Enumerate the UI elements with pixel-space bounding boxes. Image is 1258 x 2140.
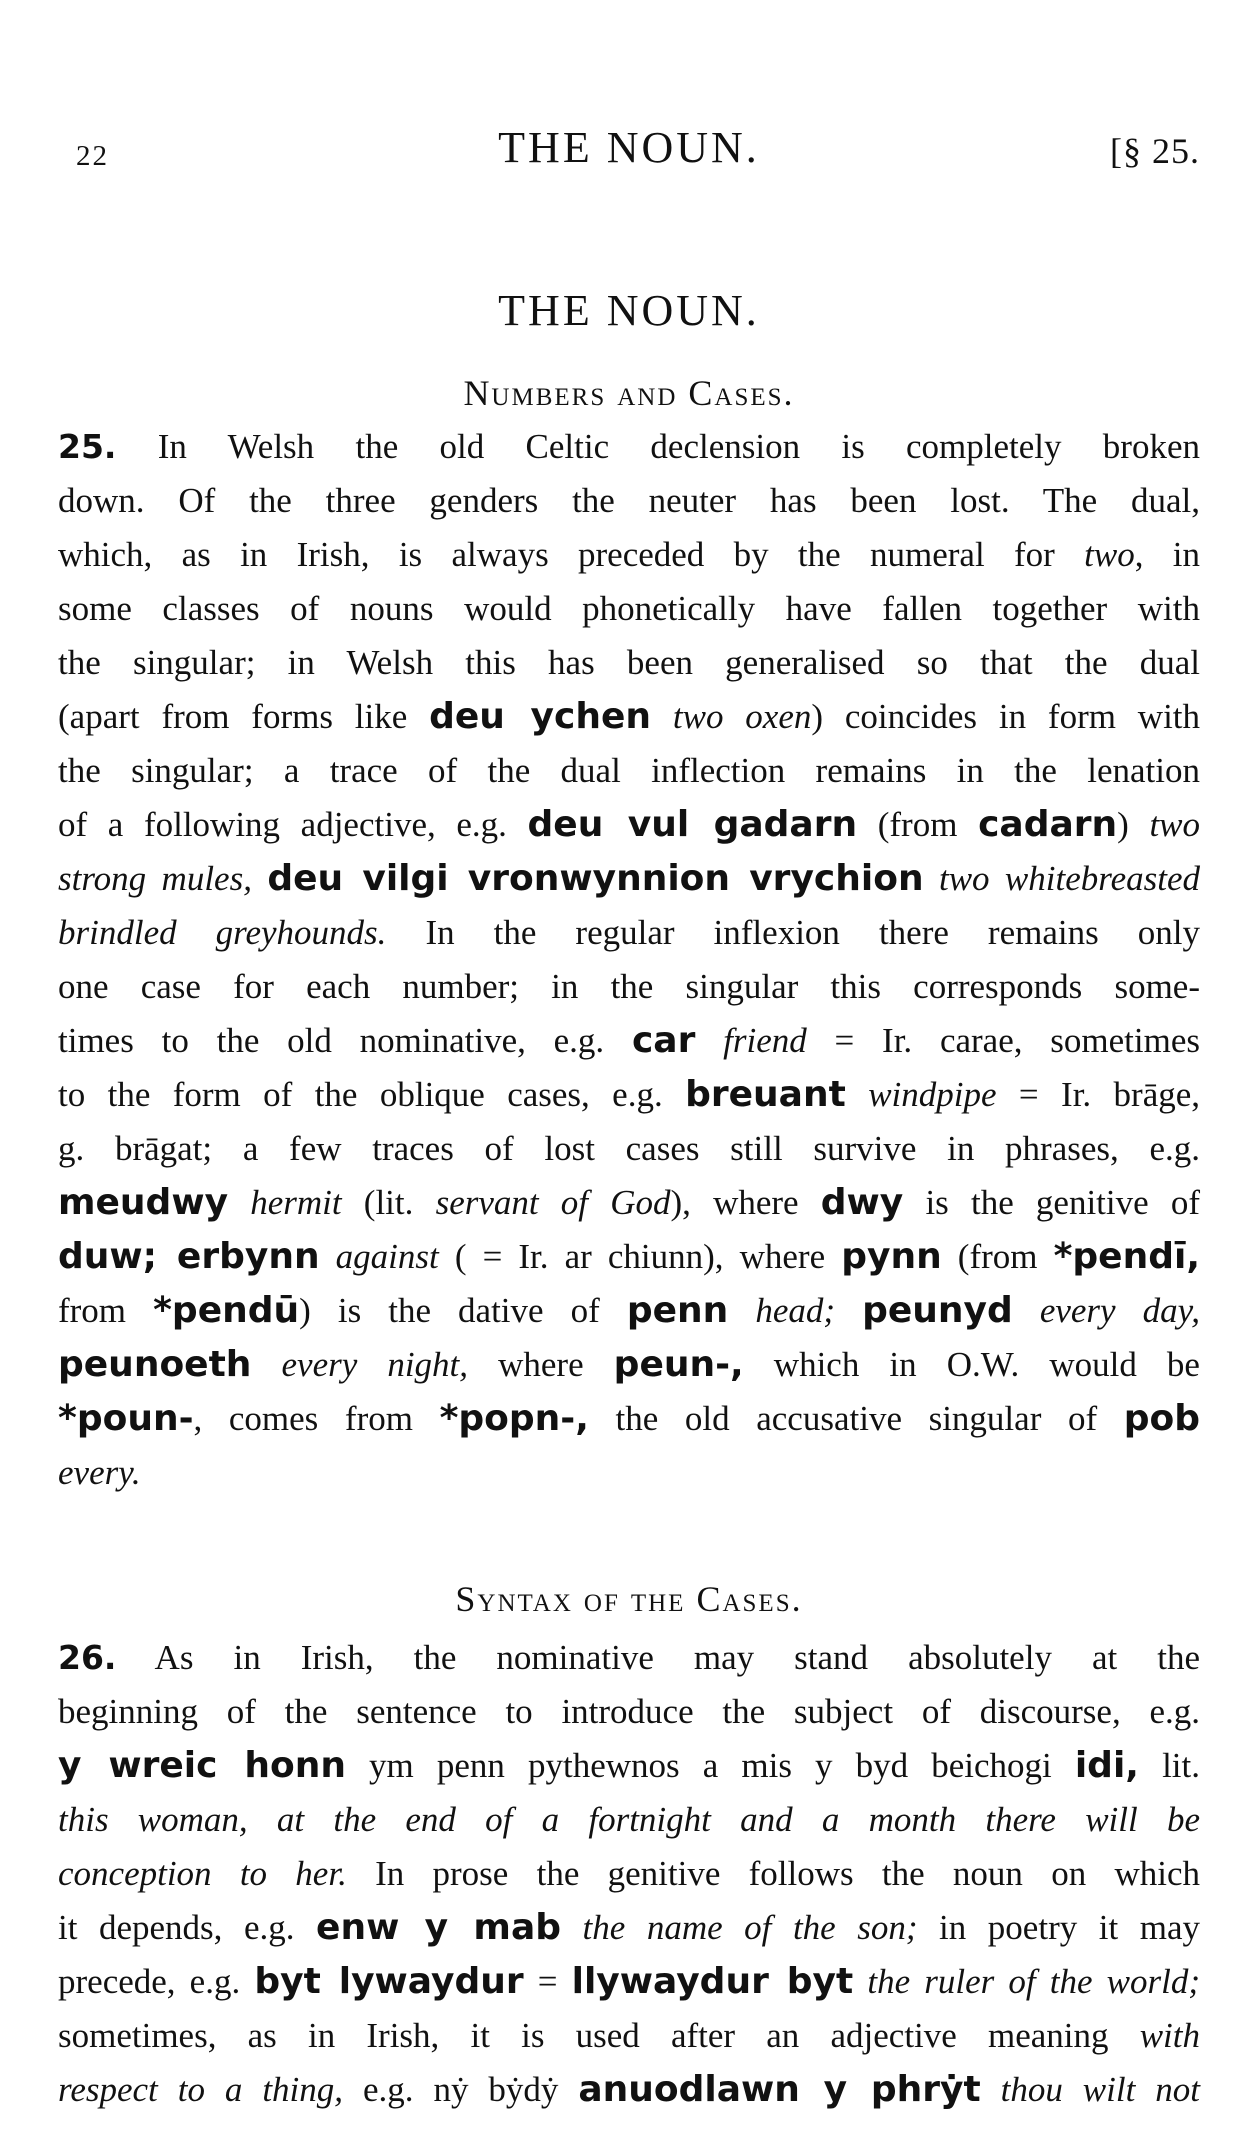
text-line: from *pendū) is the dative of penn head; peunyd every day, [58,1290,1200,1331]
welsh-term: llywaydur byt [571,1961,854,2002]
welsh-term: breuant [685,1074,846,1115]
welsh-term: pynn [841,1236,942,1277]
text-line: (apart from forms like deu ychen two oxen) coincides in form with [58,696,1201,737]
text-line: of a following adjective, e.g. deu vul gadarn (from cadarn) two [58,804,1201,845]
paragraph-number: 25. [58,427,117,466]
text-line: every. [58,1453,141,1492]
welsh-term: penn [626,1290,729,1331]
text-line: which, as in Irish, is always preceded by the numeral for two, in [58,535,1200,574]
welsh-term: car [631,1020,696,1061]
running-title: THE NOUN. [498,123,760,172]
text-line: *poun-, comes from *popn-, the old accusative singular of pob [58,1398,1201,1439]
welsh-term: cadarn [978,804,1118,845]
subheading-numbers-cases: Numbers and Cases. [463,373,795,413]
welsh-term: deu vul gadarn [527,804,858,845]
text-line: brindled greyhounds. In the regular inflexion there remains only [58,913,1200,952]
welsh-term: peunyd [862,1290,1013,1331]
text-line: beginning of the sentence to introduce the subject of discourse, e.g. [58,1692,1200,1731]
section-marker: [§ 25. [1110,131,1200,171]
welsh-term: idi, [1074,1745,1139,1786]
text-line: precede, e.g. byt lywaydur = llywaydur byt the ruler of the world; [58,1961,1200,2002]
text-line: conception to her. In prose the genitive follows the noun on which [58,1854,1200,1893]
welsh-term: pob [1123,1398,1201,1439]
welsh-term: *popn-, [439,1398,589,1439]
text-line: this woman, at the end of a fortnight and a month there will be [58,1800,1200,1839]
welsh-term: enw y mab [316,1907,562,1948]
text-line: sometimes, as in Irish, it is used after an adjective meaning with [58,2016,1200,2055]
text-line: down. Of the three genders the neuter has been lost. The dual, [58,481,1200,520]
welsh-term: peun-, [613,1344,744,1385]
welsh-term: *pendī, [1053,1236,1200,1277]
text-line: the singular; in Welsh this has been generalised so that the dual [58,643,1200,682]
text-line: strong mules, deu vilgi vronwynnion vrychion two whitebreasted [58,858,1200,899]
text-line: peunoeth every night, where peun-, which in O.W. would be [58,1344,1200,1385]
running-head [0,122,1258,182]
page-number: 22 [76,140,109,172]
welsh-term: dwy [820,1182,904,1223]
text-line: to the form of the oblique cases, e.g. breuant windpipe = Ir. brāge, [58,1074,1201,1115]
text-line: y wreic honn ym penn pythewnos a mis y byd beichogi idi, lit. [58,1745,1200,1786]
welsh-term: y wreic honn [58,1745,346,1786]
text-line: duw; erbynn against ( = Ir. ar chiunn), where pynn (from *pendī, [58,1236,1200,1277]
welsh-term: deu ychen [429,696,652,737]
text-line: one case for each number; in the singular this corresponds some- [58,967,1200,1006]
text-line: g. brāgat; a few traces of lost cases still survive in phrases, e.g. [58,1129,1200,1168]
welsh-term: byt lywaydur [254,1961,524,2002]
text-line: times to the old nominative, e.g. car friend = Ir. carae, sometimes [58,1020,1200,1061]
welsh-term: *pendū [153,1290,300,1331]
welsh-term: *poun- [58,1398,194,1439]
subheading-syntax-cases: Syntax of the Cases. [455,1579,803,1619]
welsh-term: peunoeth [58,1344,252,1385]
text-line: 25. In Welsh the old Celtic declension is completely broken [58,427,1200,466]
chapter-title: THE NOUN. [498,286,760,335]
text-line: meudwy hermit (lit. servant of God), where dwy is the genitive of [58,1182,1200,1223]
text-line: it depends, e.g. enw y mab the name of the son; in poetry it may [58,1907,1200,1948]
welsh-term: duw; erbynn [58,1236,320,1277]
text-line: respect to a thing, e.g. nẏ bẏdẏ anuodlawn y phrẏt thou wilt not [58,2069,1200,2110]
text-line: some classes of nouns would phonetically have fallen together with [58,589,1200,628]
welsh-term: anuodlawn y phrẏt [578,2069,981,2110]
text-line: 26. As in Irish, the nominative may stand absolutely at the [58,1638,1200,1677]
text-line: the singular; a trace of the dual inflection remains in the lenation [58,751,1200,790]
welsh-term: deu vilgi vronwynnion vrychion [267,858,924,899]
paragraph-number: 26. [58,1638,117,1677]
welsh-term: meudwy [58,1182,229,1223]
